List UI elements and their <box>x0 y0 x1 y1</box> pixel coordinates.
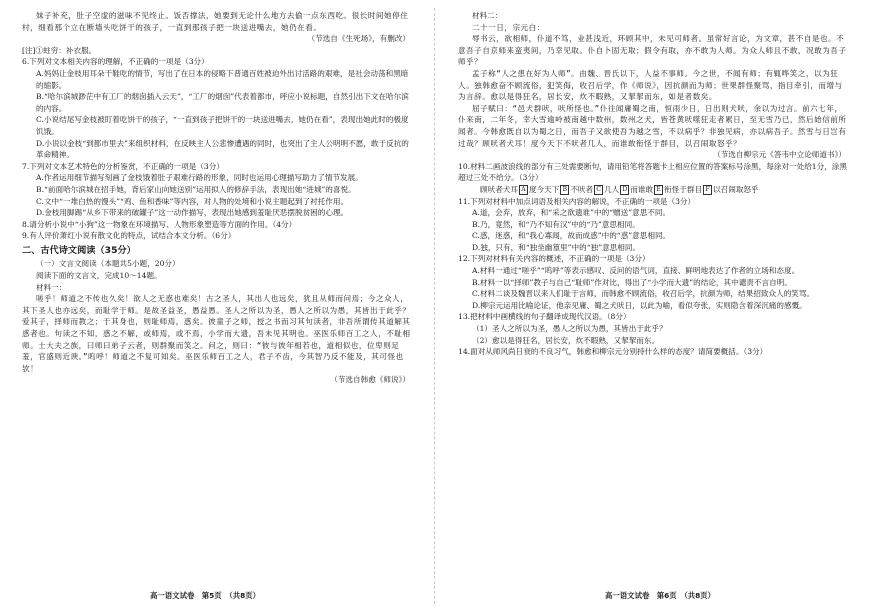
question-8: 8.请分析小说中“小狗”这一物象在环境描写、人物形象塑造等方面的作用。（4分） <box>22 219 297 229</box>
q6-option-d: D.小说以金枝“到都市里去”来组织材料，在反映主人公悲惨遭遇的同时，也突出了主人公明明不愿，敢于反抗的革命精神。 <box>36 138 409 160</box>
segment-5: 而谁敢 <box>630 184 654 194</box>
q12-option-d: D.柳宗元运用比喻论证，他亲见庸、蜀之犬吠日，以此为喻，看似夸张，实则隐含着深沉痛的感慨。 <box>472 300 807 310</box>
material-one-passage: 嗟乎！师道之不传也久矣！欲人之无惑也难矣！古之圣人，其出人也远矣，犹且从师而问焉；今之众人，其下圣人也亦远矣，而耻学于师。是故圣益圣，愚益愚。圣人之所以为圣，愚人之所以为愚，其皆出于此乎？爱其子，择师而教之；于其身也，则耻师焉，惑矣。彼童子之师，授之书而习其句读者，非吾所谓传其道解其惑者也。句读之不知，惑之不解，或师焉，或不焉，小学而大遗，吾未见其明也。巫医乐师百工之人，不耻相师。士大夫之族，曰师曰弟子云者，则群聚而笑之。问之，则曰：“彼与彼年相若也，道相似也，位卑则足羞，官盛则近谀。”呜呼！师道之不复可知矣。巫医乐师百工之人，君子不齿，今其智乃反不能及，其可怪也欤！ <box>22 294 411 373</box>
q12-option-c: C.材料二谈及魏晋以来人们耻于言师，而韩愈不顾流俗，收召后学，抗颜为师，结果招致众人的笑骂。 <box>472 289 815 299</box>
break-box-d[interactable]: D <box>620 185 629 195</box>
q13-item-1: （1）圣人之所以为圣，愚人之所以为愚，其皆出于此乎？ <box>472 324 667 334</box>
sentence-break-line <box>458 184 850 196</box>
right-page <box>458 10 850 358</box>
question-13: 13.把材料中画横线的句子翻译成现代汉语。（8分） <box>458 312 631 322</box>
break-box-f[interactable]: F <box>703 185 712 195</box>
left-page <box>22 10 414 386</box>
question-9: 9.有人评价萧红小说有散文化的特点，试结合本文分析。（6分） <box>22 231 236 241</box>
q11-option-c: C.惑，迷惑，和“我心寡闻，故而成惑”中的“惑”意思相同。 <box>472 231 671 241</box>
material-two-label: 材料二： <box>472 11 503 20</box>
material-one-source: （节选自韩愈《师说》） <box>330 375 410 385</box>
footer-page-6: 高一语文试卷 第6页 （共8页） <box>605 591 716 600</box>
q7-option-a: A.作者运用细节描写刻画了金枝饿着肚子艰难行路的形象，同时也运用心理描写助力了情节发展。 <box>36 173 363 183</box>
q7-option-c: C.文中“一堆白热的馒头”“鸡、鱼和香味”等内容，对人物的处境和小说主题起到了衬托作用。 <box>36 196 349 206</box>
question-11: 11.下列对材料中加点词语及相关内容的解说，不正确的一项是（3分） <box>458 196 696 206</box>
q12-option-a: A.材料一通过“嗟乎”“呜呼”等表示感叹、反问的语气词，直接、鲜明地表达了作者的立场和态度。 <box>472 266 800 276</box>
footer-page-5: 高一语文试卷 第5页 （共8页） <box>150 591 261 600</box>
subsection-intro: （一）文言文阅读（本题共5小题，20分） <box>36 259 180 269</box>
segment-3: 不吠者 <box>570 184 594 194</box>
q13-item-2: （2）愈以是得狂名，居长安，炊不暇熟，又挈挈而东。 <box>472 335 660 345</box>
material-one-label: 材料一： <box>36 282 67 292</box>
q7-option-b: B.“前面哈尔滨城在招手她，背后家山向她送别”运用拟人的修辞手法，表现出她“进城”的喜悦。 <box>36 184 356 194</box>
break-box-e[interactable]: E <box>654 185 663 195</box>
material-two-source: （节选自柳宗元《答韦中立论师道书》） <box>713 150 846 160</box>
q7-option-d: D.金枝用脚踢“从乡下带来的破罐子”这一动作描写，表现出她感到羞耻厌恶摆脱贫困的心理。 <box>36 208 349 218</box>
break-box-c[interactable]: C <box>594 185 603 195</box>
break-box-a[interactable]: A <box>519 185 528 195</box>
annotation: [注]①蛀穷：补衣服。 <box>22 45 97 55</box>
q11-option-b: B.乃，竟然，和“乃不知有汉”中的“乃”意思相同。 <box>472 219 640 229</box>
question-10: 10.材料二画波浪线的部分有三处需要断句，请用铅笔将答题卡上相应位置的答案标号涂黑，每涂对一处给1分，涂黑超过三处不给分。（3分） <box>458 161 847 183</box>
q11-option-a: A.道，会弃，放弃，和“采之欲遗谁”中的“赠送”意思不同。 <box>472 208 671 218</box>
letter-paragraph-2: 孟子称“人之患在好为人师”。由魏、晋氏以下，人益不事师。今之世，不闻有师；有辄哗笑之，以为狂人。独韩愈奋不顾流俗，犯笑侮，收召后学，作《师说》，因抗颜而为师；世果群怪聚骂，指目牵引，而增与为言辞。愈以是得狂名，居长安，炊不暇熟，又挈挈而东，如是者数矣。 <box>458 68 843 102</box>
question-12: 12.下列对材料有关内容的概述，不正确的一项是（3分） <box>458 254 650 264</box>
novel-excerpt-ending: 妹子补充，肚子空虚的滋味不见终止。饭否撑法，她要到无论什么地方去偷一点东西吃。很长时间她停住村，细看那个立在断墙头吃饼干的孩子，一直到那孩子把一块送进嘴去，她仍在看。 <box>22 11 409 32</box>
q11-option-d: D.独，只有，和“独坐幽篁里”中的“独”意思相同。 <box>472 242 641 252</box>
segment-7: 以召闹取怒乎 <box>713 184 759 194</box>
section-title: 二、古代诗文阅读（35分） <box>22 244 136 256</box>
segment-6: 衔怪于群目 <box>664 184 703 194</box>
page-divider <box>434 8 435 604</box>
novel-source: （节选自《生死场》，有删改） <box>307 34 410 44</box>
segment-2: 度今天下 <box>528 184 560 194</box>
question-6: 6.下列对文本相关内容的理解，不正确的一项是（3分） <box>22 57 209 67</box>
q6-option-c: C.小说结尾写金枝被盯着吃饼干的孩子，“一直到孩子把饼干的一块送进嘴去，她仍在看”，表现出她此时的极度饥饿。 <box>36 115 409 136</box>
reading-instruction: 阅读下面的文言文，完成10～14题。 <box>36 271 162 281</box>
break-box-b[interactable]: B <box>560 185 569 195</box>
segment-4: 几人 <box>604 184 620 194</box>
q6-option-a: A.妈妈让金枝用耳朵干鞋吃的情节，写出了在日本的侵略下普通百姓被迫外出讨活路的艰难，是社会动荡和黑暗的缩影。 <box>36 68 409 90</box>
question-7: 7.下列对文本艺术特色的分析鉴赏，不正确的一项是（3分） <box>22 161 224 171</box>
letter-paragraph-1: 辱书云，欲相师，仆道不笃，业甚浅近，环顾其中，未见可师者。虽常好言论，为文章，甚不自是也。不意吾子自京师来蛮夷间，乃幸见取。仆自卜固无取；假令有取，亦不敢为人师。为众人师且不敢，况敢为吾子师乎？ <box>458 34 847 67</box>
letter-paragraph-3: 屈子赋曰：“邑犬群吠，吠所怪也。”仆往闻庸蜀之南，恒雨少日，日出则犬吠，余以为过言。前六七年，仆来南，二年冬，幸大雪逾岭被南越中数州，数州之犬，皆苍黄吠噬狂走者累日，至无雪乃已，然后始信前所闻者。今韩愈既自以为蜀之日，而吾子又欲使吾为越之雪，不以病乎？非独见病，亦以病吾子。然雪与日岂有过哉？顾吠者犬耳！度今天下不吠者几人，而谁敢衔怪于群目，以召闹取怒乎？ <box>458 103 847 148</box>
segment-1: 顾吠者犬耳 <box>480 184 518 194</box>
q12-option-b: B.材料一以“择师”教子与自己“耻师”作对比，得出了“小学而大遗”的结论，其中谴责不言自明。 <box>472 277 792 287</box>
letter-greeting: 二十一日，宗元白： <box>472 22 545 32</box>
q6-option-b: B.“哈尔滨城渺茫中有工厂的烟囱插入云天”，“工厂的烟囱”代表着都市，呼应小说标题，自然引出下文在哈尔滨的内容。 <box>36 92 409 113</box>
question-14: 14.面对从师风尚日衰的不良习气，韩愈和柳宗元分别持什么样的态度？请简要概括。（3分） <box>458 347 768 357</box>
